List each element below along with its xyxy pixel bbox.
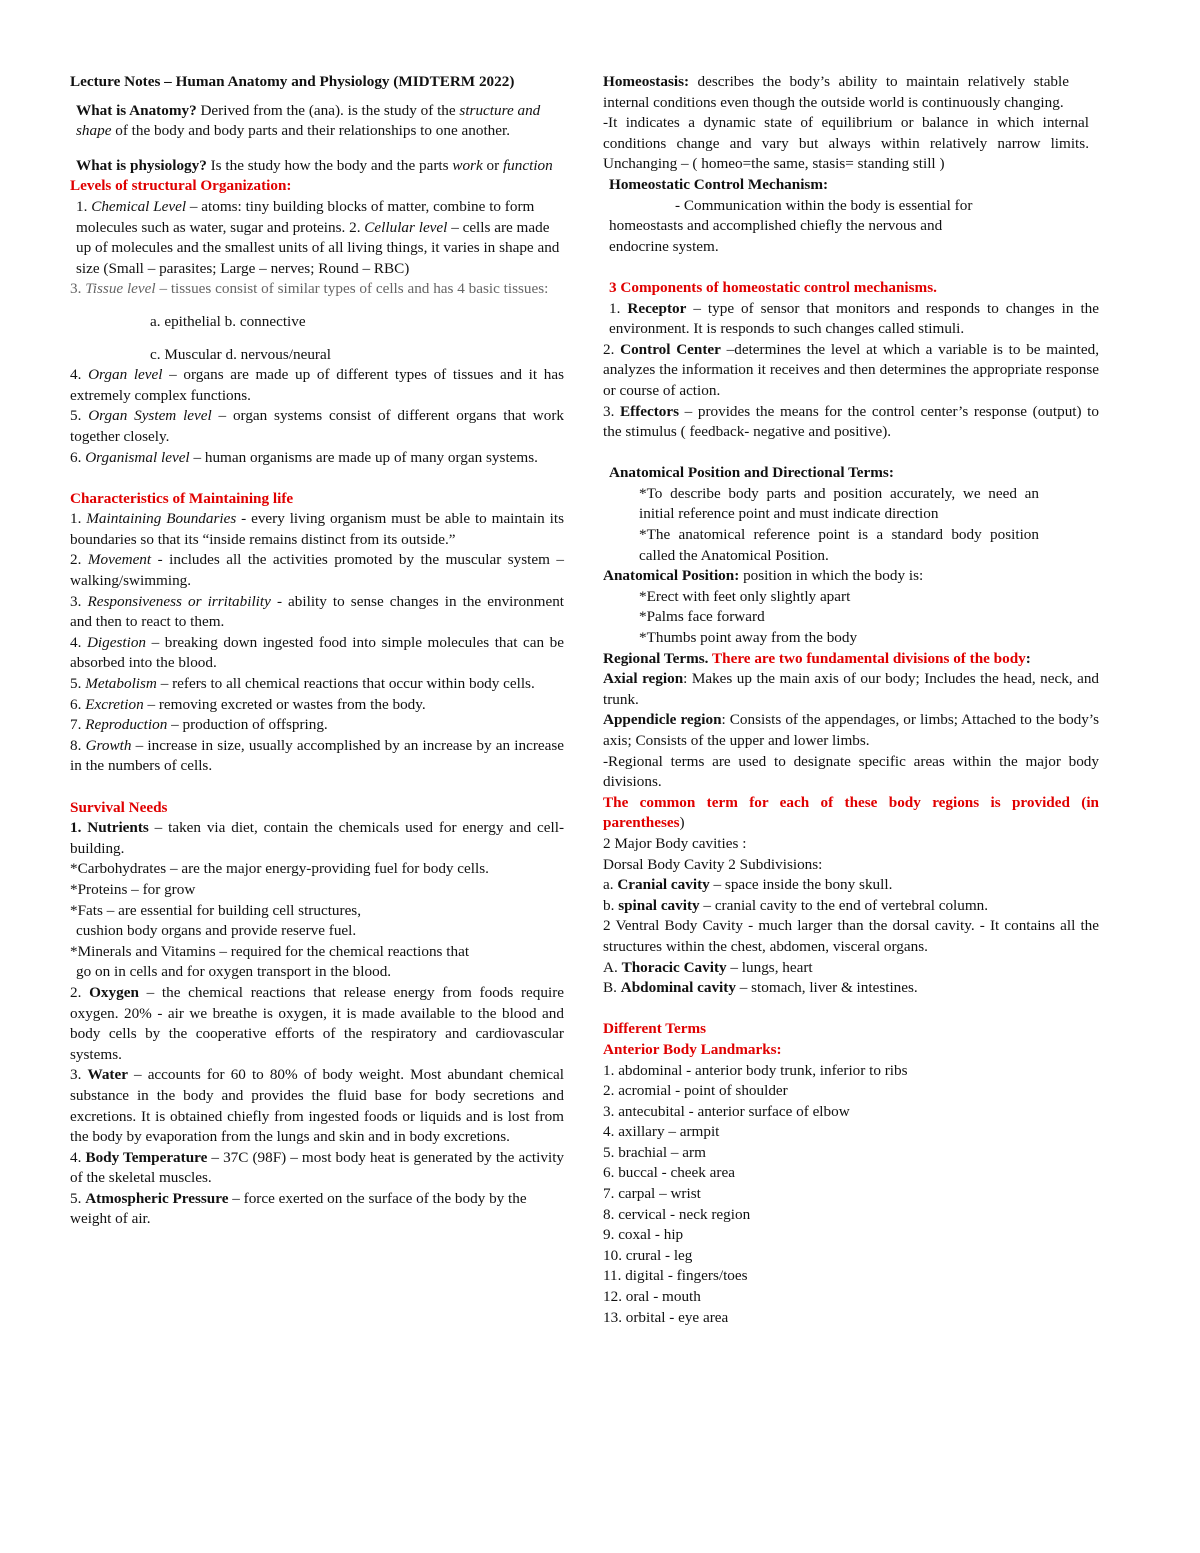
terms-heading: Different Terms xyxy=(603,1020,707,1038)
landmark-item: 5. brachial – arm xyxy=(603,1143,706,1161)
physiology-italic-function: function xyxy=(502,156,553,174)
characteristics-heading: Characteristics of Maintaining life xyxy=(70,489,294,507)
water-label: Water xyxy=(87,1066,128,1084)
cavities-major: 2 Major Body cavities : xyxy=(603,834,747,852)
landmark-item: 3. antecubital - anterior surface of elbow xyxy=(603,1102,850,1120)
effectors-text: – provides the means for the control center’s response (output) to the stimulus ( feedback- negative and positive). xyxy=(603,402,1099,441)
effectors-number: 3. xyxy=(603,402,621,420)
cranial-label: Cranial cavity xyxy=(617,876,710,894)
cavity-ventral: 2 Ventral Body Cavity - much larger than the dorsal cavity. - It contains all the structures within the chest, abdomen, visceral organs. xyxy=(603,917,1099,955)
characteristic-item xyxy=(70,550,564,591)
levels-heading: Levels of structural Organization: xyxy=(70,177,292,195)
regional-common xyxy=(603,793,1099,834)
survival-minerals-2: go on in cells and for oxygen transport in the blood. xyxy=(76,963,392,981)
water-text: – accounts for 60 to 80% of body weight. Most abundant chemical substance in the body and provides the fluid base for body secretions and excretions. It is obtained chiefly from ingested foods or liquids and is lost from the body by evaporation from the lungs and skin and in body excretions. xyxy=(70,1066,564,1146)
homeostasis-text: describes the body’s ability to maintain relatively stable internal conditions even though the outside world is continuously changing. xyxy=(603,73,1069,111)
pressure-label: Atmospheric Pressure xyxy=(85,1189,229,1207)
regional-red: There are two fundamental divisions of the body xyxy=(708,649,1026,667)
spinal-number: b. xyxy=(603,896,619,914)
anatomy-text-2: of the body and body parts and their relationships to one another. xyxy=(111,122,511,140)
spinal-text: – cranial cavity to the end of vertebral column. xyxy=(699,896,989,914)
char-4-name: Digestion xyxy=(86,633,147,651)
char-4-text: – breaking down ingested food into simple molecules that can be absorbed into the blood. xyxy=(70,633,564,672)
level-organ-system xyxy=(70,406,564,447)
landmark-item: 12. oral - mouth xyxy=(603,1288,701,1306)
anatomy-definition xyxy=(70,101,564,142)
oxygen-number: 2. xyxy=(70,983,90,1001)
char-8-text: – increase in size, usually accomplished by an increase by an increase in the numbers of cells. xyxy=(70,736,565,775)
cavity-cranial xyxy=(603,875,1099,896)
survival-temperature xyxy=(70,1148,564,1189)
anatomical-bullet-1: *Erect with feet only slightly apart xyxy=(639,587,851,605)
effectors-label: Effectors xyxy=(620,402,680,420)
component-receptor xyxy=(603,299,1099,340)
landmark-item: 9. coxal - hip xyxy=(603,1226,684,1244)
water-number: 3. xyxy=(70,1066,88,1084)
characteristic-item xyxy=(70,695,564,716)
receptor-number: 1. xyxy=(609,299,628,317)
tissues-cd: c. Muscular d. nervous/neural xyxy=(150,345,331,363)
level-6-number: 6. xyxy=(70,448,86,466)
survival-pressure xyxy=(70,1189,564,1230)
landmark-item: 13. orbital - eye area xyxy=(603,1308,729,1326)
characteristic-item xyxy=(70,633,564,674)
landmark-item: 7. carpal – wrist xyxy=(603,1185,701,1203)
anatomical-position-text: position in which the body is: xyxy=(739,567,924,585)
level-1-text: – atoms: tiny building blocks of matter, combine to form molecules such as water, sugar and proteins. 2. xyxy=(76,197,535,236)
cavities-dorsal: Dorsal Body Cavity 2 Subdivisions: xyxy=(603,855,823,873)
control-center-text: –determines the level at which a variable is to be mainted, analyzes the information it receives and then determines the appropriate response or course of action. xyxy=(603,340,1099,399)
component-control-center xyxy=(603,340,1099,402)
common-end: ) xyxy=(679,814,685,832)
appendicle-text: : Consists of the appendages, or limbs; Attached to the body’s axis; Consists of the upper and lower limbs. xyxy=(603,711,1100,749)
char-7-number: 7. xyxy=(70,716,86,734)
left-column xyxy=(70,72,564,1230)
level-5-text: – organ systems consist of different organs that work together closely. xyxy=(70,407,565,445)
landmark-item: 11. digital - fingers/toes xyxy=(603,1267,748,1285)
char-5-number: 5. xyxy=(70,675,86,693)
survival-proteins: *Proteins – for grow xyxy=(70,880,196,898)
oxygen-text: – the chemical reactions that release energy from foods require oxygen. 20% - air we breathe is oxygen, it is made available to the blood and body cells by the cooperative efforts of the respiratory and cardiovascular systems. xyxy=(70,983,565,1063)
anatomical-bullet-2: *Palms face forward xyxy=(639,608,765,626)
level-chemical-cellular xyxy=(70,197,564,279)
char-5-name: Metabolism xyxy=(85,675,157,693)
char-5-text: – refers to all chemical reactions that occur within body cells. xyxy=(156,675,535,693)
nutrients-text: – taken via diet, contain the chemicals used for energy and cell- building. xyxy=(70,819,564,857)
level-1-number: 1. xyxy=(76,197,92,215)
cranial-text: – space inside the bony skull. xyxy=(709,876,893,894)
landmark-item: 6. buccal - cheek area xyxy=(603,1164,735,1182)
survival-oxygen xyxy=(70,983,564,1065)
char-3-text: - ability to sense changes in the environment and then to react to them. xyxy=(70,592,565,631)
appendicle-label: Appendicle region xyxy=(603,711,722,729)
level-2-text: – cells are made up of molecules and the smallest units of all living things, it varies in shape and size (Small – parasites; Large – nerves; Round – RBC) xyxy=(76,218,560,277)
landmark-item: 10. crural - leg xyxy=(603,1246,693,1264)
components-heading: 3 Components of homeostatic control mechanisms. xyxy=(609,278,937,296)
char-1-number: 1. xyxy=(70,510,87,528)
survival-heading: Survival Needs xyxy=(70,798,168,816)
thoracic-label: Thoracic Cavity xyxy=(621,958,727,976)
axial-text: : Makes up the main axis of our body; Includes the head, neck, and trunk. xyxy=(603,670,1100,708)
anatomy-text-1: Derived from the (ana). is the study of the xyxy=(196,101,460,119)
level-3-text: – tissues consist of similar types of cells and has 4 basic tissues: xyxy=(155,280,549,298)
landmark-item: 2. acromial - point of shoulder xyxy=(603,1082,788,1100)
physiology-text-1: Is the study how the body and the parts xyxy=(206,156,453,174)
char-8-name: Growth xyxy=(85,736,132,754)
level-3-name: Tissue level xyxy=(85,280,156,298)
tissues-ab: a. epithelial b. connective xyxy=(150,312,306,330)
oxygen-label: Oxygen xyxy=(89,983,139,1001)
landmark-item: 8. cervical - neck region xyxy=(603,1205,751,1223)
survival-fats-2: cushion body organs and provide reserve fuel. xyxy=(76,922,357,940)
survival-minerals-1: *Minerals and Vitamins – required for the chemical reactions that xyxy=(70,942,470,960)
char-1-name: Maintaining Boundaries xyxy=(86,510,237,528)
anatomical-position xyxy=(603,566,1099,587)
temp-number: 4. xyxy=(70,1148,86,1166)
physiology-italic-work: work xyxy=(452,156,483,174)
char-4-number: 4. xyxy=(70,633,87,651)
cavity-abdominal xyxy=(603,978,1099,999)
level-4-number: 4. xyxy=(70,366,89,384)
pressure-number: 5. xyxy=(70,1189,86,1207)
control-line-2: homeostasts and accomplished chiefly the nervous and xyxy=(609,217,943,235)
characteristic-item xyxy=(70,674,564,695)
homeostasis-label: Homeostasis: xyxy=(603,73,690,90)
survival-nutrients xyxy=(70,818,564,859)
char-2-name: Movement xyxy=(87,551,152,569)
control-line-1: - Communication within the body is essential for xyxy=(675,196,973,214)
common-red: The common term for each of these body regions is provided (in parentheses xyxy=(603,793,1099,832)
anatomical-p1: *To describe body parts and position accurately, we need an initial reference point and must indicate direction xyxy=(639,484,1039,523)
level-5-name: Organ System level xyxy=(88,407,212,425)
characteristic-item xyxy=(70,715,564,736)
survival-carbs: *Carbohydrates – are the major energy-providing fuel for body cells. xyxy=(70,860,489,878)
level-4-text: – organs are made up of different types of tissues and it has extremely complex functions. xyxy=(70,366,564,404)
char-1-text: - every living organism must be able to maintain its boundaries so that its “inside remains distinct from its outside.” xyxy=(70,510,565,548)
abdominal-number: B. xyxy=(603,979,621,997)
char-2-text: - includes all the activities promoted by the muscular system – walking/swimming. xyxy=(70,551,564,590)
char-2-number: 2. xyxy=(70,551,88,569)
char-3-name: Responsiveness or irritability xyxy=(87,592,271,610)
characteristic-item xyxy=(70,509,564,550)
temp-label: Body Temperature xyxy=(85,1148,208,1166)
receptor-text: – type of sensor that monitors and responds to changes in the environment. It is responds to such changes called stimuli. xyxy=(609,299,1099,338)
cranial-number: a. xyxy=(603,876,618,894)
nutrients-label: 1. Nutrients xyxy=(70,819,149,837)
anatomical-p2: *The anatomical reference point is a standard body position called the Anatomical Position. xyxy=(639,526,1039,564)
survival-fats-1: *Fats – are essential for building cell structures, xyxy=(70,901,362,919)
level-6-text: – human organisms are made up of many organ systems. xyxy=(189,448,538,466)
survival-water xyxy=(70,1065,564,1147)
anatomical-bullet-3: *Thumbs point away from the body xyxy=(639,629,858,647)
anatomy-question: What is Anatomy? xyxy=(76,101,197,119)
cavity-spinal xyxy=(603,896,1099,917)
thoracic-number: A. xyxy=(603,958,622,976)
characteristic-item xyxy=(70,592,564,633)
thoracic-text: – lungs, heart xyxy=(726,958,813,976)
receptor-label: Receptor xyxy=(627,299,687,317)
homeostasis-equilibrium: -It indicates a dynamic state of equilibrium or balance in which internal conditions change and vary but always within relatively narrow limits. Unchanging – ( homeo=the same, stasis= standing still ) xyxy=(603,114,1089,173)
right-column xyxy=(603,72,1099,1328)
physiology-question: What is physiology? xyxy=(76,156,207,174)
homeostasis-definition xyxy=(603,72,1099,113)
control-heading: Homeostatic Control Mechanism: xyxy=(609,175,829,193)
char-6-text: – removing excreted or wastes from the body. xyxy=(143,695,426,713)
anatomical-heading: Anatomical Position and Directional Terms: xyxy=(609,464,894,482)
pressure-text: – force exerted on the surface of the body by the weight of air. xyxy=(70,1189,527,1228)
landmarks-heading: Anterior Body Landmarks: xyxy=(603,1040,782,1058)
characteristic-item xyxy=(70,736,564,777)
control-line-3: endocrine system. xyxy=(609,237,719,255)
regional-colon: : xyxy=(1025,649,1031,667)
anatomy-italic: structure and shape xyxy=(76,101,541,140)
char-3-number: 3. xyxy=(70,592,88,610)
spinal-label: spinal cavity xyxy=(618,896,700,914)
char-7-text: – production of offspring. xyxy=(167,716,328,734)
regional-terms xyxy=(603,649,1099,670)
landmark-item: 4. axillary – armpit xyxy=(603,1123,720,1141)
physiology-definition xyxy=(70,156,564,177)
cavity-thoracic xyxy=(603,958,1099,979)
level-3-number: 3. xyxy=(70,280,86,298)
control-center-label: Control Center xyxy=(620,340,721,358)
char-6-number: 6. xyxy=(70,695,86,713)
level-1-name: Chemical Level xyxy=(91,197,187,215)
level-organ xyxy=(70,365,564,406)
page-title: Lecture Notes – Human Anatomy and Physiology (MIDTERM 2022) xyxy=(70,73,515,90)
abdominal-text: – stomach, liver & intestines. xyxy=(735,979,918,997)
regional-note: -Regional terms are used to designate specific areas within the major body divisions. xyxy=(603,752,1099,791)
axial-label: Axial region xyxy=(603,670,684,688)
regional-label: Regional Terms. xyxy=(603,649,709,667)
abdominal-label: Abdominal cavity xyxy=(620,979,736,997)
level-tissue xyxy=(70,279,564,300)
anatomical-position-label: Anatomical Position: xyxy=(603,567,740,585)
level-4-name: Organ level xyxy=(88,366,163,384)
level-6-name: Organismal level xyxy=(85,448,190,466)
char-6-name: Excretion xyxy=(85,695,144,713)
axial-region xyxy=(603,669,1099,710)
temp-text: – 37C (98F) – most body heat is generated by the activity of the skeletal muscles. xyxy=(70,1148,565,1187)
control-center-number: 2. xyxy=(603,340,621,358)
component-effectors xyxy=(603,402,1099,443)
char-8-number: 8. xyxy=(70,736,86,754)
level-organismal xyxy=(70,448,564,469)
physiology-text-2: or xyxy=(482,156,503,174)
appendicle-region xyxy=(603,710,1099,751)
char-7-name: Reproduction xyxy=(85,716,168,734)
landmark-item: 1. abdominal - anterior body trunk, inferior to ribs xyxy=(603,1061,908,1079)
level-2-name: Cellular level xyxy=(364,218,448,236)
level-5-number: 5. xyxy=(70,407,89,425)
